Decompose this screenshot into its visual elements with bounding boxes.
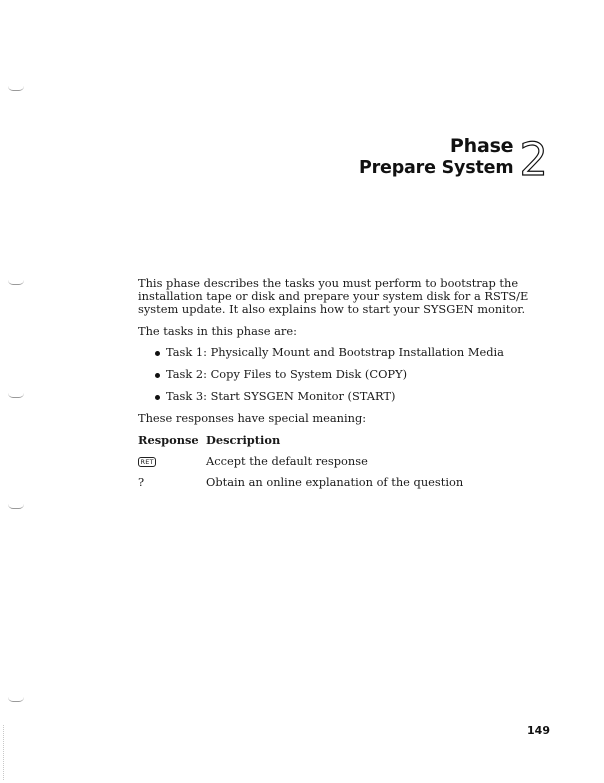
phase-header — [359, 132, 548, 186]
table-row — [138, 455, 550, 468]
task-text: Task 1: Physically Mount and Bootstrap Installation Media — [166, 344, 504, 359]
task-text: Task 2: Copy Files to System Disk (COPY) — [166, 367, 408, 382]
page-edge-marks — [3, 725, 5, 780]
description-column-header: Description — [206, 432, 281, 447]
page-number: 149 — [527, 724, 550, 737]
table-row — [138, 476, 550, 489]
task-text: Task 3: Start SYSGEN Monitor (START) — [166, 389, 396, 404]
list-item — [138, 368, 550, 381]
binder-hole-mark — [8, 393, 24, 398]
bullet-icon — [155, 395, 160, 400]
binder-hole-mark — [8, 280, 24, 285]
tasks-intro: The tasks in this phase are: — [138, 323, 297, 338]
bullet-icon — [155, 373, 160, 378]
phase-titles — [359, 134, 514, 178]
binder-hole-mark — [8, 697, 24, 702]
intro-paragraph: This phase describes the tasks you must perform to bootstrap the installation tape or disk and prepare your system disk for a RSTS/E system update. It also explains how to start your SYSGEN monitor. — [138, 276, 529, 317]
responses-intro: These responses have special meaning: — [138, 411, 367, 426]
body-content — [138, 277, 550, 497]
return-key-icon: RET — [138, 457, 156, 467]
table-header-row — [138, 434, 550, 447]
response-column-header: Response — [138, 432, 199, 447]
bullet-icon — [155, 351, 160, 356]
phase-label: Phase — [449, 134, 514, 157]
response-cell: ? — [138, 475, 145, 490]
task-list — [138, 346, 550, 404]
binder-hole-mark — [8, 504, 24, 509]
phase-subtitle: Prepare System — [359, 157, 514, 178]
description-cell: Accept the default response — [206, 453, 368, 468]
list-item — [138, 346, 550, 359]
responses-table — [138, 434, 550, 490]
phase-number: 2 — [519, 132, 548, 186]
binder-hole-mark — [8, 86, 24, 91]
description-cell: Obtain an online explanation of the question — [206, 475, 464, 490]
response-cell — [138, 455, 206, 468]
list-item — [138, 390, 550, 403]
